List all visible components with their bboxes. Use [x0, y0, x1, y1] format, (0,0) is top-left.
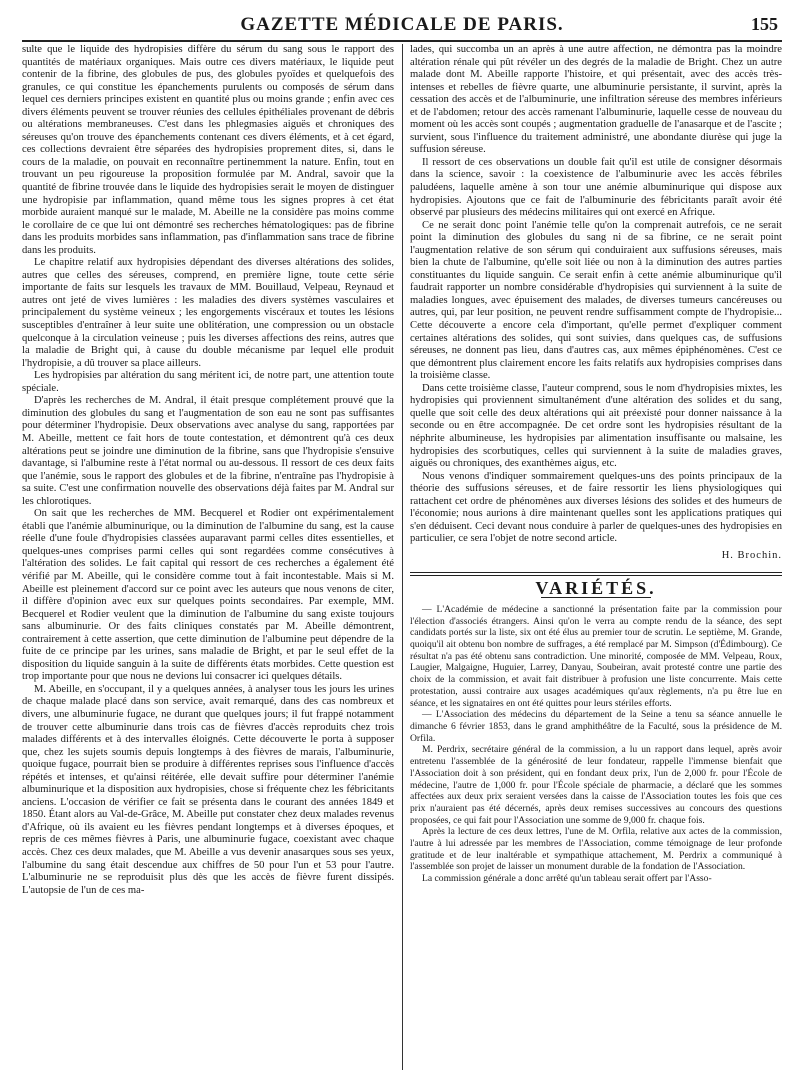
paragraph: Dans cette troisième classe, l'auteur comprend, sous le nom d'hydropisies mixtes, les hydropisies qui proviennent simultanément d'une altération des solides et du sang, quelle que soit celle des deux altérations qui ait préexisté pour donner naissance à la seconde ou en être accompagnée. De cet ordre sont les hydropisies résultant de la néphrite albumineuse, les hydropisies par alimentation insuffisante ou malsaine, les hydropisies des scorbutiques, celles qui surviennent à la suite de maladies graves, aiguës ou chroniques, des exanthèmes aigus, etc.: [410, 382, 782, 470]
left-column: [22, 44, 394, 1070]
paragraph: La commission générale a donc arrêté qu'un tableau serait offert par l'Asso-: [422, 873, 712, 885]
page-header: [22, 10, 782, 42]
paragraph: Nous venons d'indiquer sommairement quelques-uns des points principaux de la théorie des suffusions séreuses, et de faire ressortir les liens physiologiques qui rattachent cet ordre de phénomènes aux diverses lésions des solides et des humeurs de l'économie; nous aurions à dire maintenant quelles sont les applications pratiques qui s'en déduisent. Ceci devant nous conduire à parler de quelques-unes des hydropisies en particulier, ce sera l'objet de notre second article.: [410, 470, 782, 545]
paragraph: — L'Association des médecins du département de la Seine a tenu sa séance annuelle le dimanche 6 février 1853, dans le grand amphithéâtre de la Faculté, sous la présidence de M. Orfila.: [410, 709, 782, 744]
paragraph: lades, qui succomba un an après à une autre affection, ne démontra pas la moindre altération rénale qui pût révéler un des degrés de la maladie de Bright. Chez un autre malade dont M. Abeille rapporte l'histoire, et qui présentait, avec des accès très-intenses et rebelles de fièvre quarte, une albuminurie persistante, il survint, après la cessation des accès et de l'albuminurie, une infiltration séreuse des membres inférieurs et de l'abdomen; retour des accès ramenant l'albuminurie, laquelle cesse de nouveau du moment où les accès sont coupés ; augmentation graduelle de l'anasarque et de l'ascite ; survient, sous l'influence du traitement administré, une abondante diurèse qui juge la suffusion séreuse.: [410, 44, 782, 156]
paragraph: M. Abeille, en s'occupant, il y a quelques années, à analyser tous les jours les urines de chaque malade placé dans son service, avait remarqué, dans des cas nombreux et divers, une albuminurie fugace, ne durant que quelques jours; il fut frappé notamment de trouver cette albuminurie dans trois cas de fièvres d'accès reproduits chez trois malades différents et à des intervalles éloignés. Cette découverte le porta à supposer que, chez les sujets soumis depuis longtemps à des fièvres de marais, l'albuminurie, quoique fugace, pourrait bien se produire à différentes reprises sous l'influence d'accès répétés et intenses, et qu'ainsi réitérée, elle devait suffire pour déterminer l'anémie albuminurique et la disposition aux hydropisies, chose si fréquente chez les fébricitants anciens. L'occasion de vérifier ce fait se présenta dans le courant des années 1849 et 1850. Étant alors au Val-de-Grâce, M. Abeille put constater chez deux malades revenus d'Afrique, où ils avaient eu les fièvres pendant longtemps et à diverses époques, et repris de ces mêmes fièvres à Paris, une albuminurie fugace, coexistant avec chaque accès. Chez ces deux malades, que M. Abeille a vus devenir anasarques sous ses yeux, l'albumine du sang était descendue aux chiffres de 50 pour l'un et 53 pour l'autre. L'albuminurie ne se reproduisit plus dès que les accès de fièvre furent dissipés. L'autopsie de l'un de ces ma-: [22, 683, 394, 896]
paragraph: Après la lecture de ces deux lettres, l'une de M. Orfila, relative aux actes de la commission, l'autre à lui adressée par les membres de l'Association, comme témoignage de leur profonde gratitude et de leur inaltérable et sympathique attachement, M. Perdrix a communiqué à l'assemblée son projet de laisser un monument durable de la fondation de l'Association.: [410, 826, 782, 873]
section-separator: [410, 572, 782, 576]
paragraph: Il ressort de ces observations un double fait qu'il est utile de consigner désormais dans la science, savoir : la coexistence de l'albuminurie avec les accès fébriles paludéens, laquelle amène à son tour une anémie albuminurique qui dispose aux hydropisies. Ajoutons que ce fait de l'albuminurie des fébricitants paraît avoir été observé par plusieurs des médecins militaires qui ont exercé en Afrique.: [410, 156, 782, 219]
paragraph: sulte que le liquide des hydropisies diffère du sérum du sang sous le rapport des quantités de matériaux organiques. Mais outre ces divers matériaux, le liquide peut contenir de la fibrine, des globules de pus, des globules pyoïdes et quelquefois des granules, ce qui constitue les épanchements purulents ou composés de sérum dans lequel ces derniers principes existent en quantité plus ou moins grande ; enfin avec ces divers éléments peuvent se trouver réunies des cellules épithéliales provenant de débris ou altérations membraneuses. C'est dans les phlegmasies aiguës et chroniques des séreuses qu'on trouve des épanchements contenant ces divers éléments, et à cet égard, ces collections devraient être séparées des hydropisies proprement dites, si, dans le cours de la maladie, on pouvait en reconnaître pertinemment la nature. Enfin, tout en trouvant un peu rigoureuse la proposition formulée par M. Andral, savoir que la quantité de fibrine trouvée dans le liquide des hydropisies serait le moyen de distinguer une hydropisie par inflammation, quand même tous les signes propres à cet état morbide auraient manqué sur le malade, M. Abeille ne la considère pas moins comme le corollaire de ce que lui ont démontré ses recherches hématologiques: pas de fibrine dans les produits morbides sans inflammation, pas d'inflammation sans trace de fibrine dans les produits.: [22, 44, 394, 256]
article-columns: [22, 44, 782, 1070]
paragraph: D'après les recherches de M. Andral, il était presque complétement prouvé que la diminution des globules du sang et l'augmentation de son eau ne sont pas suffisantes pour déterminer l'hydropisie. Deux observations avec analyse du sang, rapportées par M. Abeille, mettent ce fait hors de toute contestation, et démontrent qu'à ces deux altérations peut se joindre une diminution de la fibrine, sans que l'hydropisie s'ensuive davantage, si l'albumine reste à l'état normal ou au-dessous. Il ressort de ces deux faits que l'anémie, sous le rapport des globules et de la fibrine, n'entraîne pas l'hydropisie à sa suite. C'est une confirmation nouvelle des observations déjà faites par M. Andral sur les chlorotiques.: [22, 395, 394, 507]
journal-title: GAZETTE MÉDICALE DE PARIS.: [240, 14, 564, 35]
paragraph: Les hydropisies par altération du sang méritent ici, de notre part, une attention toute spéciale.: [22, 370, 394, 394]
right-column: [410, 44, 782, 1070]
newspaper-page: [22, 10, 782, 1070]
paragraph: On sait que les recherches de MM. Becquerel et Rodier ont expérimentalement établi que l'anémie albuminurique, ou la diminution de l'albumine du sang, est la cause réelle d'une foule d'hydropisies classées auparavant parmi celles dites essentielles, et quelques-unes comprises parmi celles qui sont regardées comme consécutives à l'altération des solides. Le fait capital qui ressort de ces recherches a également été vérifié par M. Abeille, qui le considère comme tout à fait incontestable. Mais si M. Abeille est pleinement d'accord sur ce point avec les auteurs que nous venons de citer, il diffère d'opinion avec eux sur quelques points secondaires. Par exemple, MM. Becquerel et Rodier veulent que la diminution de l'albumine du sang existe toujours sans albuminurie. Or des faits cliniques constatés par M. Abeille démontrent, contrairement à cette assertion, que cette diminution de l'albumine peut dépendre de la fuite de ce principe par les urines, sans maladie de Bright, et par le seul effet de la disposition du liquide sanguin à la suite de différents états morbides. Cette question est trop importante pour que nous ne devions lui consacrer ici quelques détails.: [22, 508, 394, 683]
paragraph: M. Perdrix, secrétaire général de la commission, a lu un rapport dans lequel, après avoir entretenu l'assemblée de la générosité de leur fondateur, rappelle l'immense bienfait que l'Association doit à son président, qui en fondant deux prix, l'un de 2,000 fr. pour l'École de médecine, l'autre de 1,000 fr. pour l'École spéciale de pharmacie, a déclaré que les sommes affectées aux deux prix seraient versées dans la caisse de l'Association toutes les fois que ces prix n'auraient pas été décernés, après deux remises successives au concours des questions proposées, ce qui fait pour l'Association une somme de 9,000 fr. chaque fois.: [410, 744, 782, 826]
section-title: VARIÉTÉS.: [535, 578, 657, 599]
paragraph: Le chapitre relatif aux hydropisies dépendant des diverses altérations des solides, autres que celles des séreuses, comprend, en première ligne, toute cette série importante de faits sur lesquels les travaux de MM. Bouillaud, Velpeau, Reynaud et autres ont jeté de vives lumières : les maladies des divers systèmes vasculaires et principalement du système veineux ; les engorgements viscéraux et toutes les lésions susceptibles d'entraîner à leur suite une oblitération, une compression ou un obstacle quelconque à la circulation veineuse ; puis les diverses affections des reins, autres que la maladie de Bright qui, à cause du double mécanisme par lequel elle produit l'hydropisie, a dû trouver sa place ailleurs.: [22, 257, 394, 369]
author-signature: H. Brochin.: [721, 549, 782, 561]
page-number: 155: [751, 14, 778, 34]
paragraph: Ce ne serait donc point l'anémie telle qu'on la comprenait autrefois, ce ne serait point la diminution des globules du sang ni de sa fibrine, ce ne serait point l'augmentation relative de son sérum qui conduiraient aux suffusions séreuses, mais bien la chute de l'albumine, qu'elle soit liée ou non à la diminution des autres parties constituantes du liquide sanguin. Ce serait enfin à cette anémie albuminurique qu'il faudrait rapporter un nombre considérable d'hydropisies qui surviennent à la suite de maladies longues, avec épuisement des malades, de diverses tumeurs cancéreuses ou autres, qui, par leur position, ne peuvent rendre suffisamment compte de l'hydropisie... Cette découverte a encore cela d'important, qu'elle permet d'expliquer comment certaines altérations des solides, qui sont suivies, dans quelques cas, de suffusions séreuses, ne donnent pas lieu, dans d'autres cas, aux mêmes épiphénomènes. C'est ce que démontrent plus clairement encore les faits relatifs aux hydropisies comprises dans la troisième classe.: [410, 219, 782, 382]
paragraph: — L'Académie de médecine a sanctionné la présentation faite par la commission pour l'élection d'associés étrangers. Ainsi qu'on le verra au compte rendu de la séance, des sept candidats portés sur la liste, six ont été élus au premier tour de scrutin. Le septième, M. Grande, quoiqu'il ait obtenu bon nombre de suffrages, a été remplacé par M. Simpson (d'Édimbourg). Ce résultat n'a pas été obtenu sans contradiction. Une minorité, composée de MM. Velpeau, Roux, Laugier, Malgaigne, Huguier, Larrey, Danyau, Soubeiran, avait protesté contre une partie des choix de la commission, et avait fait distribuer à profusion une liste concurrente. Mais cette protestation, aussi contraire aux usages académiques qu'aux règlements, n'a pu être lue en séance, et les signataires en ont été quittes pour leurs stériles efforts.: [410, 603, 782, 709]
varietes-section: [410, 604, 782, 885]
